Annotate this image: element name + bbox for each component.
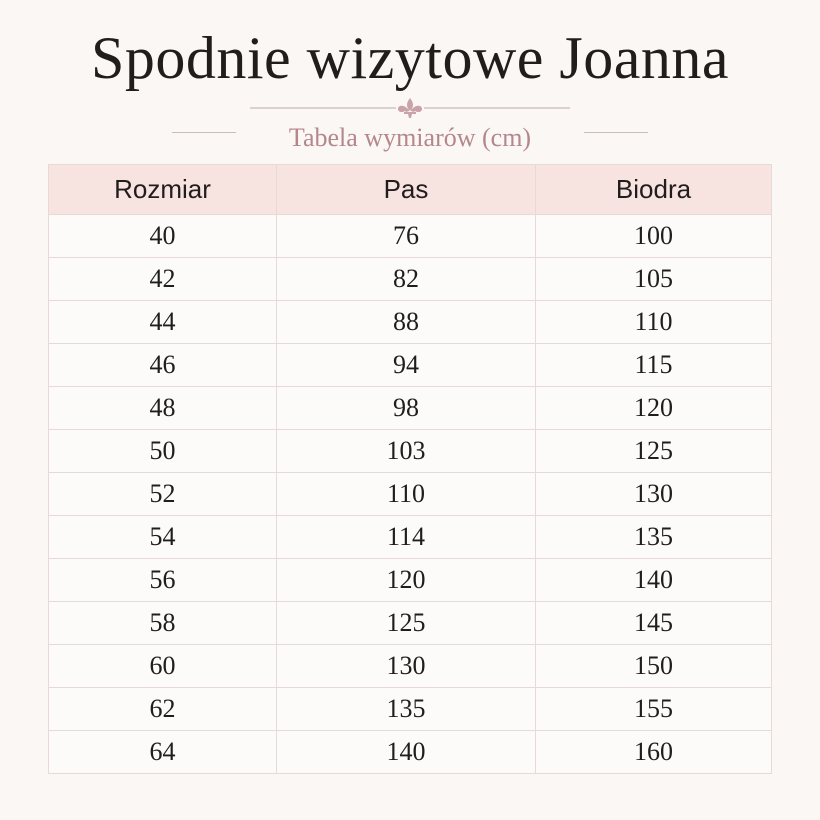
cell-size: 56 [49, 559, 277, 602]
cell-size: 62 [49, 688, 277, 731]
cell-waist: 98 [277, 387, 536, 430]
cell-size: 54 [49, 516, 277, 559]
table-row [49, 473, 772, 516]
cell-size: 60 [49, 645, 277, 688]
cell-waist: 103 [277, 430, 536, 473]
cell-hips: 135 [536, 516, 772, 559]
table-row [49, 688, 772, 731]
column-header-waist: Pas [277, 165, 536, 215]
subtitle: Tabela wymiarów (cm) [288, 123, 532, 152]
cell-size: 64 [49, 731, 277, 774]
cell-hips: 130 [536, 473, 772, 516]
cell-size: 40 [49, 215, 277, 258]
fleur-de-lis-icon [250, 96, 570, 120]
cell-hips: 100 [536, 215, 772, 258]
cell-hips: 110 [536, 301, 772, 344]
cell-size: 46 [49, 344, 277, 387]
table-row [49, 344, 772, 387]
cell-size: 50 [49, 430, 277, 473]
cell-waist: 114 [277, 516, 536, 559]
table-row [49, 301, 772, 344]
table-row [49, 602, 772, 645]
cell-hips: 150 [536, 645, 772, 688]
cell-hips: 140 [536, 559, 772, 602]
table-row [49, 258, 772, 301]
cell-waist: 110 [277, 473, 536, 516]
table-row [49, 387, 772, 430]
cell-hips: 155 [536, 688, 772, 731]
cell-hips: 160 [536, 731, 772, 774]
column-header-size: Rozmiar [49, 165, 277, 215]
cell-hips: 120 [536, 387, 772, 430]
table-row [49, 559, 772, 602]
page-title: Spodnie wizytowe Joanna [90, 25, 730, 91]
cell-size: 44 [49, 301, 277, 344]
cell-size: 48 [49, 387, 277, 430]
cell-waist: 130 [277, 645, 536, 688]
cell-hips: 105 [536, 258, 772, 301]
table-row [49, 731, 772, 774]
cell-hips: 115 [536, 344, 772, 387]
cell-waist: 82 [277, 258, 536, 301]
table-row [49, 645, 772, 688]
table-row [49, 430, 772, 473]
subtitle-right-divider [584, 132, 648, 133]
cell-waist: 94 [277, 344, 536, 387]
cell-waist: 140 [277, 731, 536, 774]
cell-size: 58 [49, 602, 277, 645]
cell-size: 52 [49, 473, 277, 516]
column-header-hips: Biodra [536, 165, 772, 215]
cell-waist: 135 [277, 688, 536, 731]
cell-waist: 76 [277, 215, 536, 258]
cell-waist: 120 [277, 559, 536, 602]
cell-waist: 125 [277, 602, 536, 645]
cell-waist: 88 [277, 301, 536, 344]
table-row [49, 215, 772, 258]
table-row [49, 516, 772, 559]
cell-hips: 125 [536, 430, 772, 473]
cell-hips: 145 [536, 602, 772, 645]
cell-size: 42 [49, 258, 277, 301]
size-table [48, 164, 772, 774]
table-header-row [49, 165, 772, 215]
